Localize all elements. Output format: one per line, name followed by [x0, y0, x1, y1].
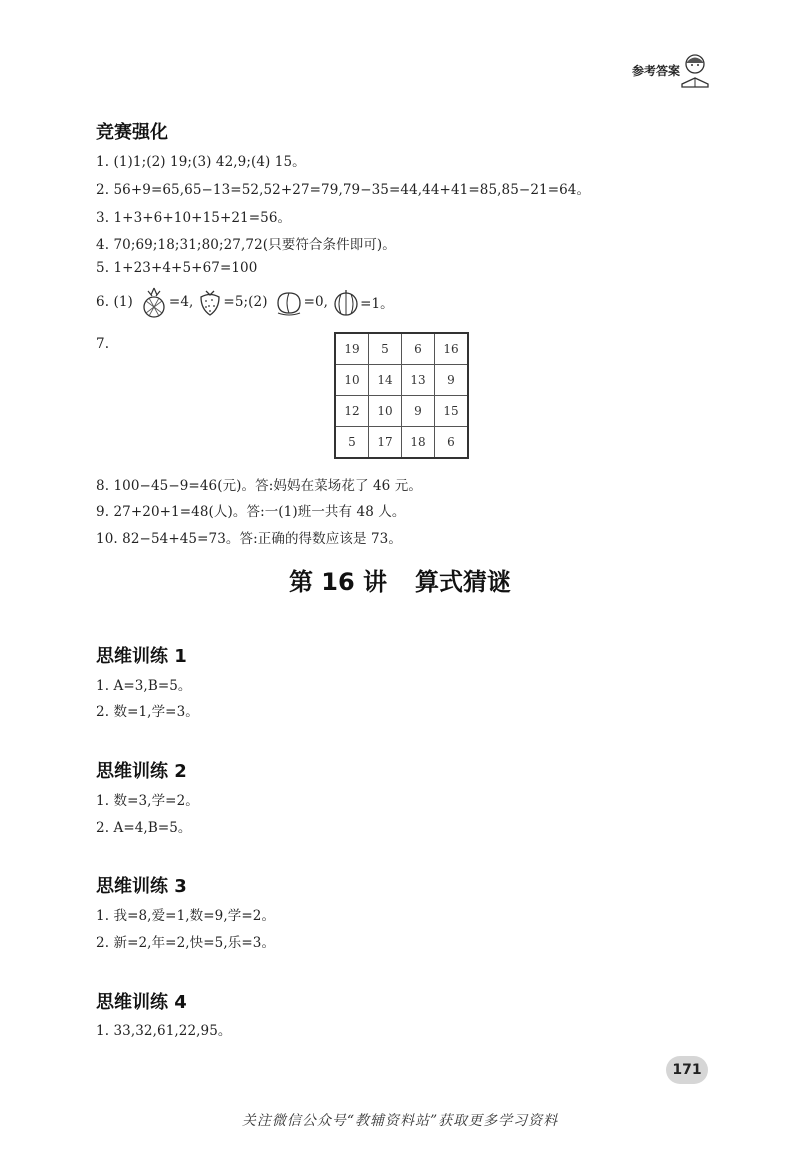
section-heading-training-3: 思维训练 3: [96, 876, 187, 897]
table-cell: 9: [402, 396, 435, 427]
chapter-number: 第 16 讲: [288, 568, 388, 596]
table-cell: 9: [435, 365, 469, 396]
pineapple-icon: [139, 286, 169, 318]
watermelon-equation: =1。: [360, 296, 394, 312]
table-cell: 16: [435, 333, 469, 365]
q6-prefix: 6. (1): [96, 294, 133, 310]
answer-line: 1. 数=3,学=2。: [96, 793, 199, 809]
section-heading-training-4: 思维训练 4: [96, 992, 187, 1013]
answer-line: 2. 56+9=65,65−13=52,52+27=79,79−35=44,44+41=85,85−21=64。: [96, 182, 591, 198]
answer-line: 8. 100−45−9=46(元)。答:妈妈在菜场花了 46 元。: [96, 478, 422, 494]
table-row: [335, 396, 468, 427]
table-cell: 13: [402, 365, 435, 396]
table-cell: 10: [335, 365, 369, 396]
answer-line: 3. 1+3+6+10+15+21=56。: [96, 210, 292, 226]
chapter-title: [0, 562, 800, 597]
table-cell: 5: [335, 427, 369, 459]
section-heading-competition: 竞赛强化: [96, 122, 168, 143]
answer-line: 1. A=3,B=5。: [96, 678, 192, 694]
footer-note: 关注微信公众号“教辅资料站”获取更多学习资料: [241, 1113, 559, 1129]
table-cell: 17: [369, 427, 402, 459]
peach-icon: [274, 287, 304, 317]
answer-line: 1. 我=8,爱=1,数=9,学=2。: [96, 908, 276, 924]
strawberry-equation: =5;(2): [223, 294, 268, 310]
peach-equation: =0,: [303, 294, 329, 310]
watermelon-icon: [332, 287, 360, 317]
table-row: [335, 427, 468, 459]
table-cell: 6: [435, 427, 469, 459]
table-cell: 19: [335, 333, 369, 365]
answer-line: 4. 70;69;18;31;80;27,72(只要符合条件即可)。: [96, 237, 396, 253]
table-cell: 15: [435, 396, 469, 427]
answer-line: 5. 1+23+4+5+67=100: [96, 260, 258, 276]
answer-line: 2. 新=2,年=2,快=5,乐=3。: [96, 935, 276, 951]
page-number: 171: [666, 1056, 708, 1084]
answer-line: 1. 33,32,61,22,95。: [96, 1023, 232, 1039]
answer-line: 10. 82−54+45=73。答:正确的得数应该是 73。: [96, 531, 402, 547]
section-heading-training-2: 思维训练 2: [96, 761, 187, 782]
chapter-name: 算式猜谜: [415, 568, 512, 596]
table-cell: 14: [369, 365, 402, 396]
table-row: [335, 365, 468, 396]
pineapple-equation: =4,: [168, 294, 194, 310]
answer-line: 1. (1)1;(2) 19;(3) 42,9;(4) 15。: [96, 154, 306, 170]
section-heading-training-1: 思维训练 1: [96, 646, 187, 667]
table-cell: 6: [402, 333, 435, 365]
answer-line-q6: [96, 286, 394, 318]
header-tag: 参考答案: [631, 64, 680, 78]
answer-line: 2. A=4,B=5。: [96, 820, 192, 836]
table-row: [335, 333, 468, 365]
magic-square-table: [334, 332, 469, 459]
table-cell: 18: [402, 427, 435, 459]
q7-label: 7.: [96, 336, 110, 352]
strawberry-icon: [197, 287, 223, 317]
girl-reading-icon: [678, 52, 712, 88]
answer-line: 2. 数=1,学=3。: [96, 704, 199, 720]
table-cell: 10: [369, 396, 402, 427]
table-cell: 5: [369, 333, 402, 365]
answer-line: 9. 27+20+1=48(人)。答:一(1)班一共有 48 人。: [96, 504, 406, 520]
table-cell: 12: [335, 396, 369, 427]
